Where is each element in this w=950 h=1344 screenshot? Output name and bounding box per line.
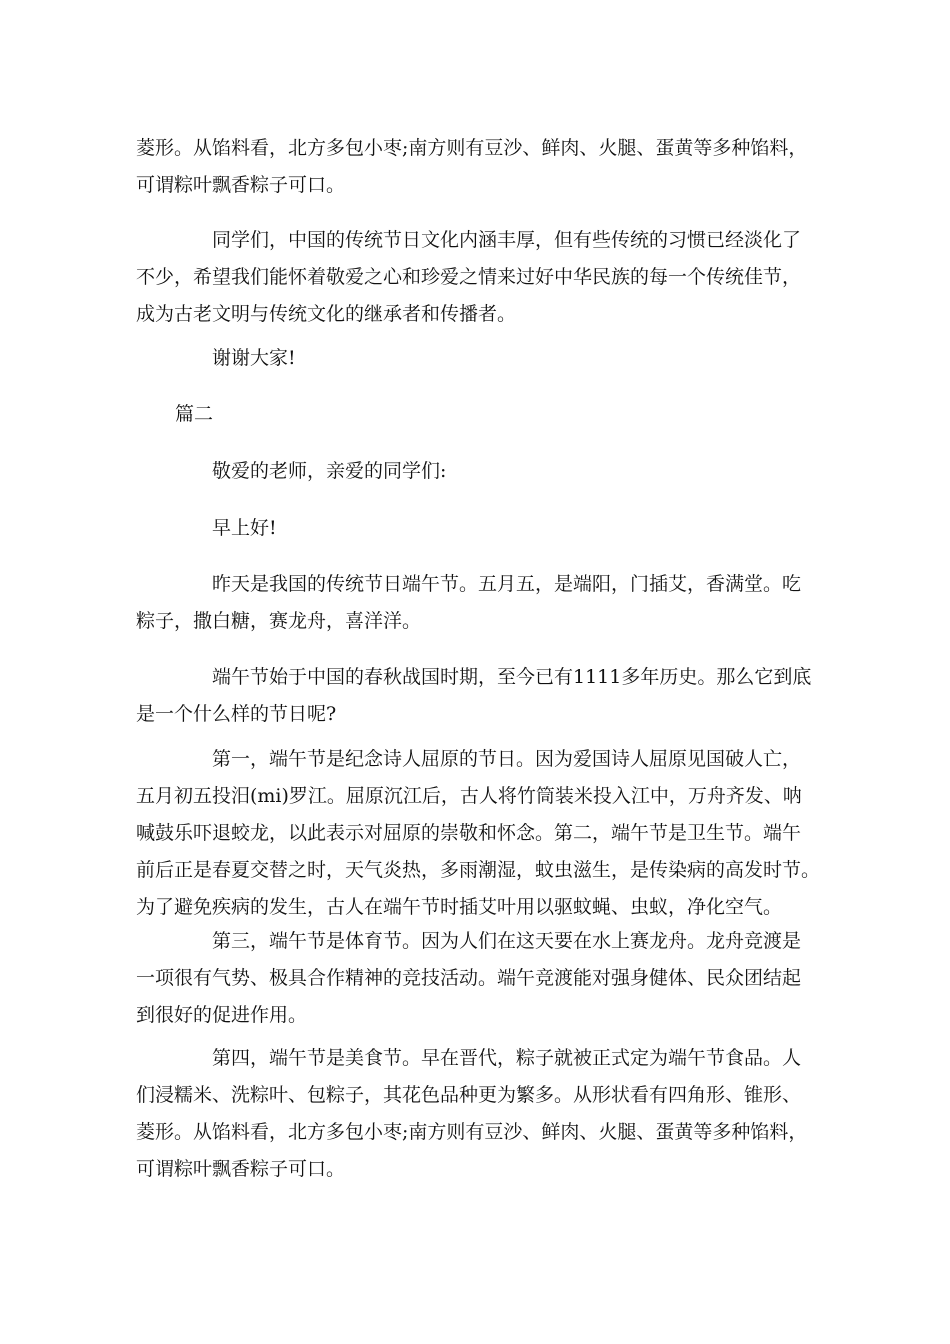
- text-line: 可谓粽叶飘香粽子可口。: [136, 1158, 346, 1180]
- paragraph-zongzi-fillings: [136, 130, 826, 204]
- text-line: 为了避免疾病的发生，古人在端午节时插艾叶用以驱蚊蝇、虫蚁，净化空气。: [136, 896, 783, 918]
- text-line: 昨天是我国的传统节日端午节。五月五，是端阳，门插艾，香满堂。吃: [212, 573, 802, 595]
- paragraph-fourth: [136, 1040, 826, 1188]
- text-line: 端午节始于中国的春秋战国时期，至今已有1111多年历史。那么它到底: [212, 666, 812, 688]
- text-line: 谢谢大家!: [212, 347, 296, 369]
- text-line: 可谓粽叶飘香粽子可口。: [136, 174, 346, 196]
- paragraph-yesterday: [136, 566, 826, 640]
- paragraph-greeting: [136, 510, 826, 547]
- text-line: 同学们，中国的传统节日文化内涵丰厚，但有些传统的习惯已经淡化了: [212, 229, 802, 251]
- text-line: 是一个什么样的节日呢?: [136, 703, 337, 725]
- text-line: 前后正是春夏交替之时，天气炎热，多雨潮湿，蚊虫滋生，是传染病的高发时节。: [136, 859, 821, 881]
- text-line: 敬爱的老师，亲爱的同学们:: [212, 460, 447, 482]
- paragraph-closing-remarks: [136, 222, 826, 333]
- paragraph-salutation: [136, 453, 826, 490]
- text-line: 到很好的促进作用。: [136, 1004, 308, 1026]
- text-line: 菱形。从馅料看，北方多包小枣;南方则有豆沙、鲜肉、火腿、蛋黄等多种馅料，: [136, 1121, 808, 1143]
- text-line: 粽子，撒白糖，赛龙舟，喜洋洋。: [136, 610, 422, 632]
- paragraph-third: [136, 923, 826, 1034]
- text-line: 第四，端午节是美食节。早在晋代，粽子就被正式定为端午节食品。人: [212, 1047, 802, 1069]
- text-line: 早上好!: [212, 517, 277, 539]
- section-heading: [175, 396, 865, 433]
- text-line: 们浸糯米、洗粽叶、包粽子，其花色品种更为繁多。从形状看有四角形、锥形、: [136, 1084, 802, 1106]
- text-line: 第一，端午节是纪念诗人屈原的节日。因为爱国诗人屈原见国破人亡，: [212, 748, 802, 770]
- text-line: 篇二: [175, 403, 214, 425]
- text-line: 菱形。从馅料看，北方多包小枣;南方则有豆沙、鲜肉、火腿、蛋黄等多种馅料，: [136, 137, 808, 159]
- text-line: 不少，希望我们能怀着敬爱之心和珍爱之情来过好中华民族的每一个传统佳节，: [136, 266, 802, 288]
- text-line: 喊鼓乐吓退蛟龙，以此表示对屈原的崇敬和怀念。第二，端午节是卫生节。端午: [136, 822, 802, 844]
- text-line: 成为古老文明与传统文化的继承者和传播者。: [136, 303, 517, 325]
- paragraph-thanks: [136, 340, 826, 377]
- text-line: 一项很有气势、极具合作精神的竞技活动。端午竞渡能对强身健体、民众团结起: [136, 967, 802, 989]
- text-line: 第三，端午节是体育节。因为人们在这天要在水上赛龙舟。龙舟竞渡是: [212, 930, 802, 952]
- paragraph-first-second: [136, 741, 826, 926]
- paragraph-origin: [136, 659, 826, 733]
- text-line: 五月初五投汨(mi)罗江。屈原沉江后，古人将竹筒装米投入江中，万舟齐发、呐: [136, 785, 802, 807]
